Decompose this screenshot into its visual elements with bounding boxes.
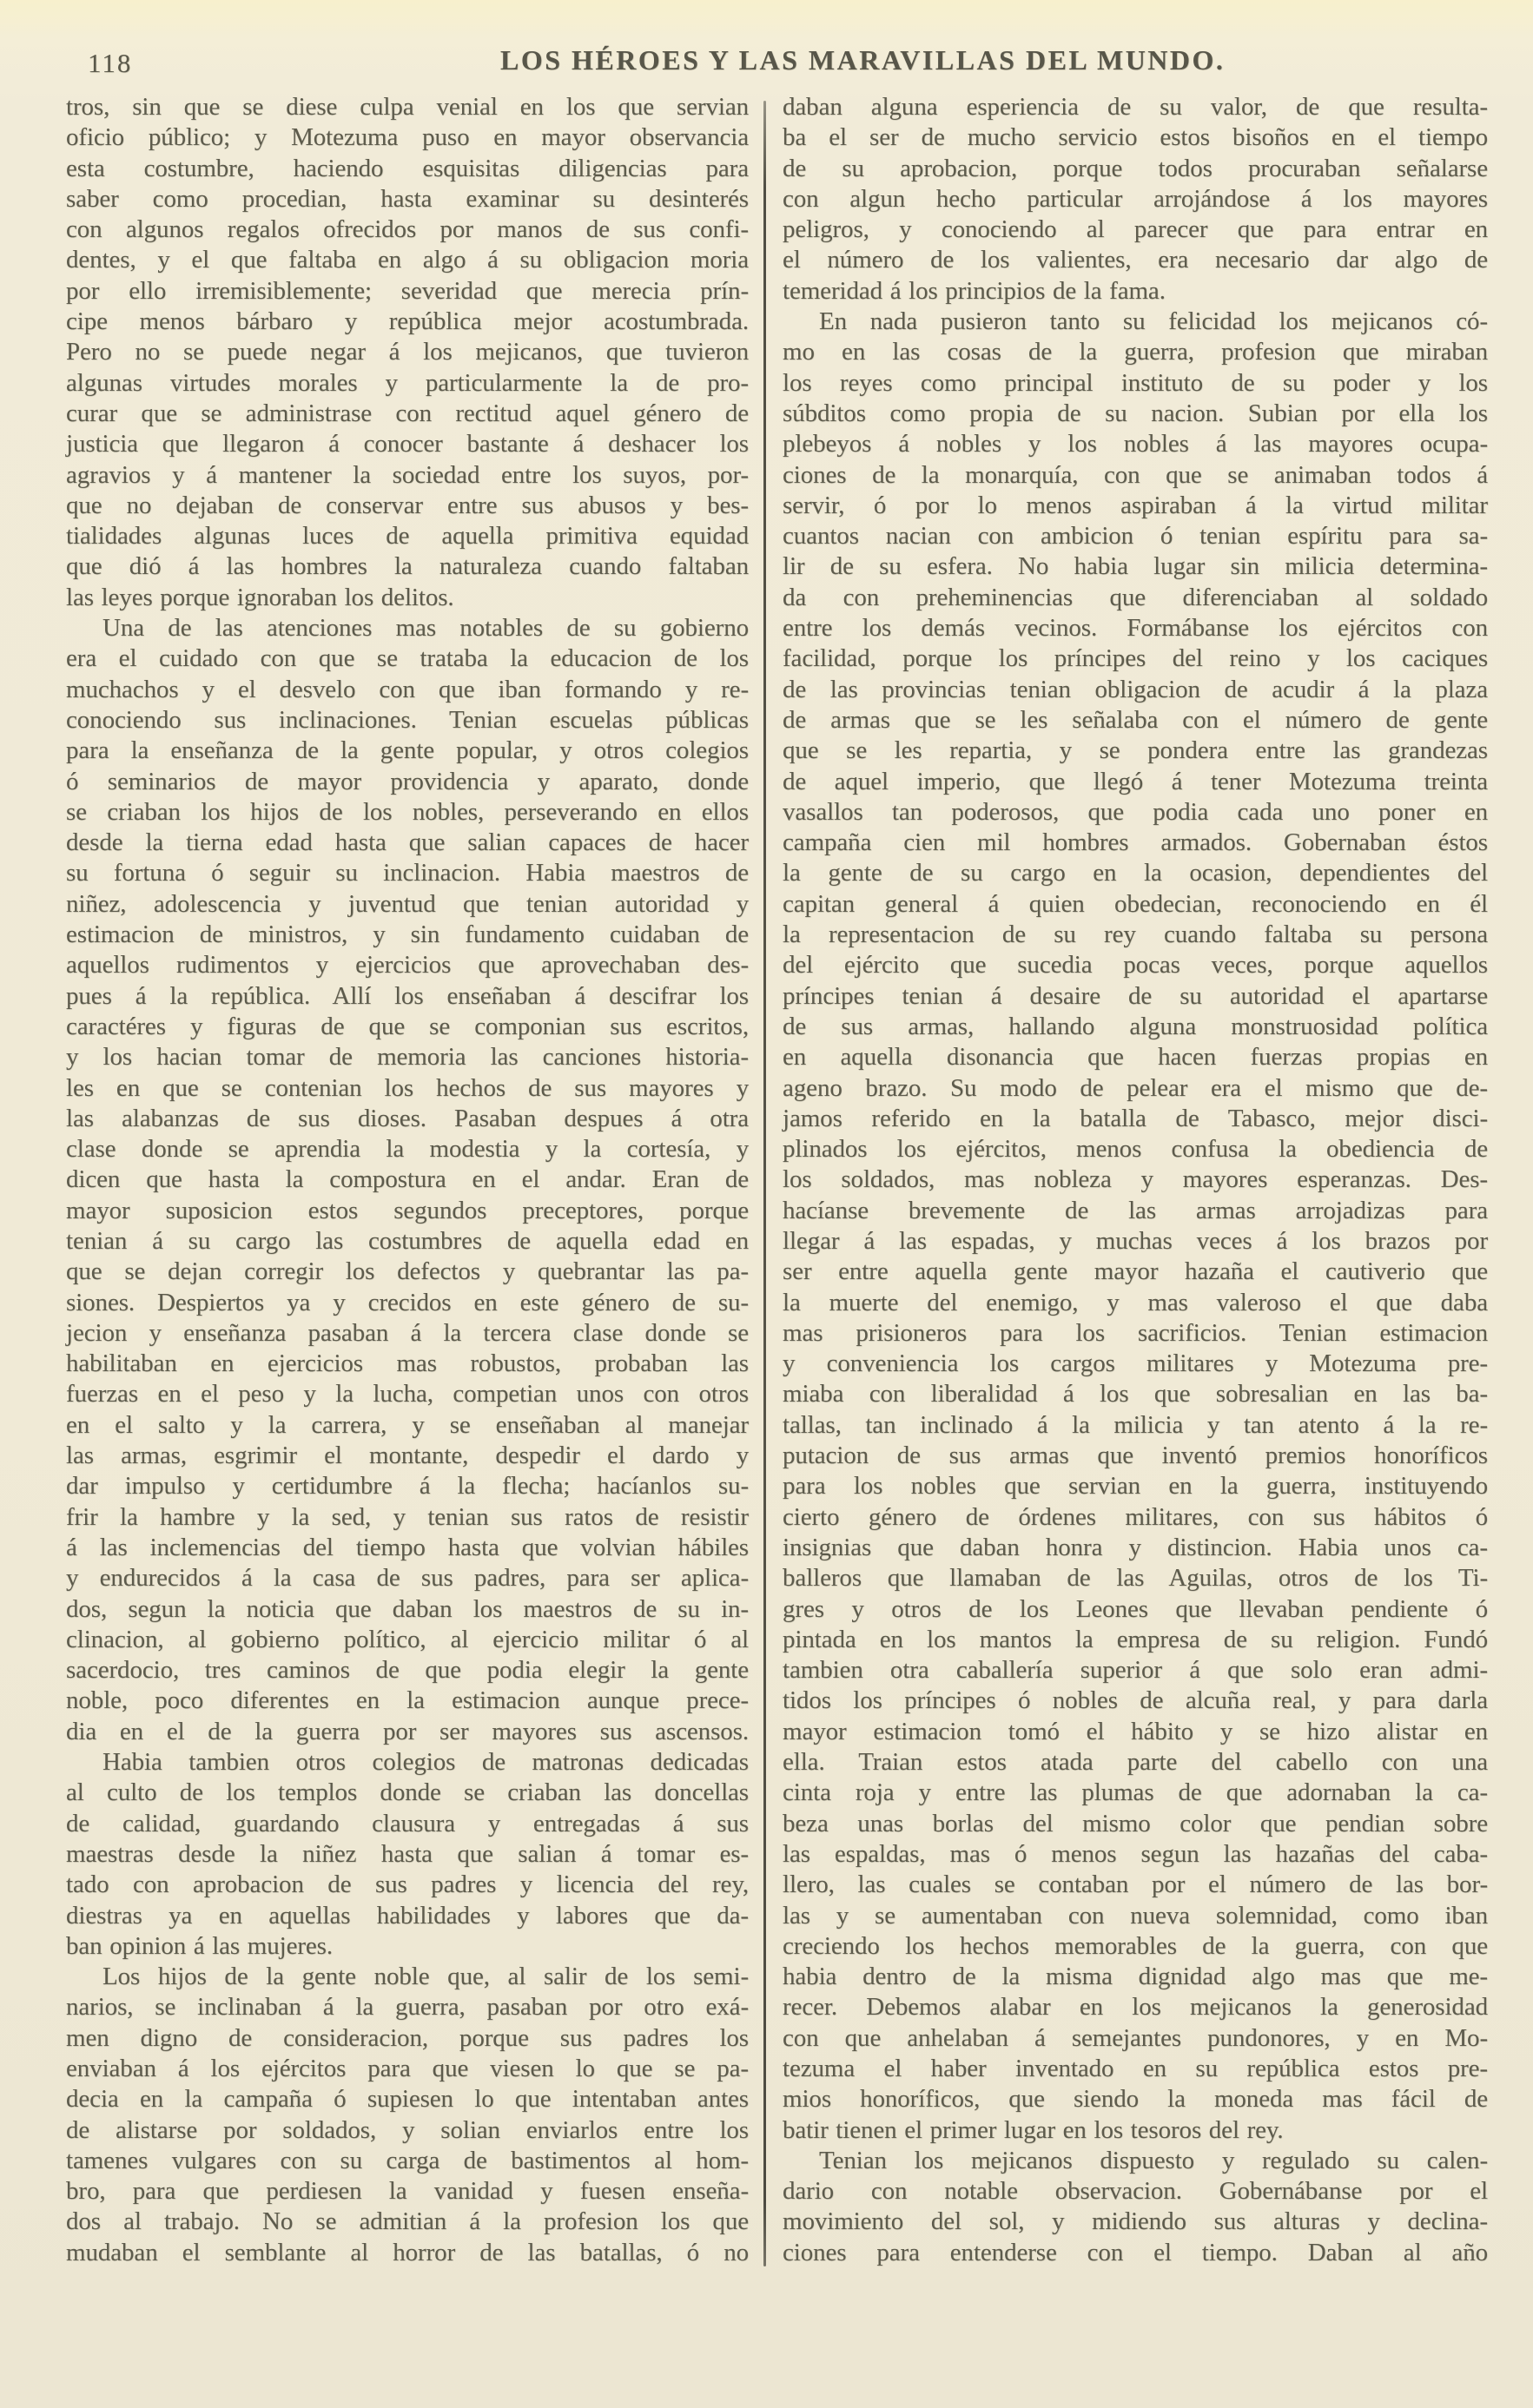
text-line: llegar á las espadas, y muchas veces á los brazos por (783, 1226, 1488, 1255)
text-line: súbditos como propia de su nacion. Subian por ella los (783, 399, 1488, 427)
text-line: cipe menos bárbaro y república mejor acostumbrada. (66, 307, 749, 336)
text-line: creciendo los hechos memorables de la guerra, con que (783, 1931, 1488, 1960)
text-line: de armas que se les señalaba con el número de gente (783, 705, 1488, 734)
text-line: da con preheminencias que diferenciaban al soldado (783, 583, 1488, 611)
text-line: mayor estimacion tomó el hábito y se hizo alistar en (783, 1717, 1488, 1745)
text-line: la gente de su cargo en la ocasion, dependientes del (783, 859, 1488, 887)
text-line: mas prisioneros para los sacrificios. Tenian estimacion (783, 1318, 1488, 1347)
text-line: peligros, y conociendo al parecer que para entrar en (783, 215, 1488, 244)
text-line: cinta roja y entre las plumas de que adornaban la ca- (783, 1778, 1488, 1807)
text-line: del ejército que sucedia pocas veces, porque aquellos (783, 951, 1488, 980)
text-line: dia en el de la guerra por ser mayores sus ascensos. (66, 1717, 749, 1745)
text-line: y los hacian tomar de memoria las canciones historia- (66, 1043, 749, 1072)
text-line: agravios y á mantener la sociedad entre los suyos, por- (66, 460, 749, 489)
text-line: cuantos nacian con ambicion ó tenian espíritu para sa- (783, 522, 1488, 551)
text-line: su fortuna ó seguir su inclinacion. Habia maestros de (66, 859, 749, 887)
text-line: gres y otros de los Leones que llevaban pendiente ó (783, 1594, 1488, 1623)
text-column-left (66, 92, 749, 2268)
text-line: narios, se inclinaban á la guerra, pasaban por otro exá- (66, 1993, 749, 2022)
text-line: para los nobles que servian en la guerra, instituyendo (783, 1472, 1488, 1501)
text-line: dicen que hasta la compostura en el andar. Eran de (66, 1165, 749, 1194)
column-divider-rule (763, 101, 766, 2266)
text-line: maestras desde la niñez hasta que salian á tomar es- (66, 1839, 749, 1868)
text-line: ban opinion á las mujeres. (66, 1931, 334, 1960)
text-line: balleros que llamaban de las Aguilas, otros de los Ti- (783, 1564, 1488, 1593)
text-line: jamos referido en la batalla de Tabasco, mejor disci- (783, 1104, 1488, 1132)
text-line: les en que se contenian los hechos de sus mayores y (66, 1073, 749, 1102)
text-line: á las inclemencias del tiempo hasta que volvian hábiles (66, 1533, 749, 1561)
text-line: decia en la campaña ó supiesen lo que intentaban antes (66, 2085, 749, 2114)
text-line: la muerte del enemigo, y mas valeroso el que daba (783, 1288, 1488, 1316)
text-line: cierto género de órdenes militares, con sus hábitos ó (783, 1502, 1488, 1531)
text-line: conociendo sus inclinaciones. Tenian escuelas públicas (66, 705, 749, 734)
text-line: era el cuidado con que se trataba la educacion de los (66, 644, 749, 673)
text-line: se criaban los hijos de los nobles, perseverando en ellos (66, 797, 749, 826)
text-line: recer. Debemos alabar en los mejicanos la generosidad (783, 1993, 1488, 2022)
text-line: niñez, adolescencia y juventud que tenian autoridad y (66, 889, 749, 918)
text-line: men digno de consideracion, porque sus padres los (66, 2023, 749, 2052)
text-line: bro, para que perdiesen la vanidad y fuesen enseña- (66, 2177, 749, 2206)
text-line: hacíanse brevemente de las armas arrojadizas para (783, 1196, 1488, 1224)
text-line: pues á la república. Allí los enseñaban á descifrar los (66, 981, 749, 1010)
text-line: tallas, tan inclinado á la milicia y tan atento á la re- (783, 1410, 1488, 1439)
text-line: que no dejaban de conservar entre sus abusos y bes- (66, 491, 749, 519)
text-line: por ello irremisiblemente; severidad que merecia prín- (66, 276, 749, 305)
text-line: la representacion de su rey cuando faltaba su persona (783, 920, 1488, 949)
text-line: putacion de sus armas que inventó premios honoríficos (783, 1442, 1488, 1470)
text-line: saber como procedian, hasta examinar su desinterés (66, 184, 749, 213)
text-line: al culto de los templos donde se criaban las doncellas (66, 1778, 749, 1807)
text-line: Habia tambien otros colegios de matronas dedicadas (102, 1748, 749, 1777)
text-line: clase donde se aprendia la modestia y la cortesía, y (66, 1135, 749, 1164)
text-line: príncipes tenian á desaire de su autoridad el apartarse (783, 981, 1488, 1010)
text-line: el número de los valientes, era necesario dar algo de (783, 246, 1488, 274)
text-line: oficio público; y Motezuma puso en mayor observancia (66, 123, 749, 152)
text-line: tidos los príncipes ó nobles de alcuña real, y para darla (783, 1686, 1488, 1715)
text-line: Tenian los mejicanos dispuesto y regulado su calen- (819, 2146, 1488, 2174)
text-line: tambien otra caballería superior á que solo eran admi- (783, 1656, 1488, 1685)
text-line: curar que se administrase con rectitud aquel género de (66, 399, 749, 427)
text-line: de sus armas, hallando alguna monstruosidad política (783, 1012, 1488, 1040)
text-line: habilitaban en ejercicios mas robustos, probaban las (66, 1349, 749, 1378)
text-line: ser entre aquella gente mayor hazaña el cautiverio que (783, 1257, 1488, 1286)
text-line: los reyes como principal instituto de su poder y los (783, 368, 1488, 397)
text-line: desde la tierna edad hasta que salian capaces de hacer (66, 828, 749, 857)
text-line: en aquella disonancia que hacen fuerzas propias en (783, 1043, 1488, 1072)
text-line: ageno brazo. Su modo de pelear era el mismo que de- (783, 1073, 1488, 1102)
text-line: temeridad á los principios de la fama. (783, 276, 1166, 305)
text-line: y endurecidos á la casa de sus padres, para ser aplica- (66, 1564, 749, 1593)
text-line: frir la hambre y la sed, y tenian sus ratos de resistir (66, 1502, 749, 1531)
text-line: tenian á su cargo las costumbres de aquella edad en (66, 1226, 749, 1255)
text-line: con que anhelaban á semejantes pundonores, y en Mo- (783, 2023, 1488, 2052)
text-line: movimiento del sol, y midiendo sus alturas y declina- (783, 2207, 1488, 2236)
text-line: lir de su esfera. No habia lugar sin milicia determina- (783, 552, 1488, 581)
text-line: ba el ser de mucho servicio estos bisoños en el tiempo (783, 123, 1488, 152)
text-line: dos al trabajo. No se admitian á la profesion los que (66, 2207, 749, 2236)
text-line: con algunos regalos ofrecidos por manos de sus confi- (66, 215, 749, 244)
text-line: plinados los ejércitos, menos confusa la obediencia de (783, 1135, 1488, 1164)
text-line: servir, ó por lo menos aspiraban á la virtud militar (783, 491, 1488, 519)
text-line: de aquel imperio, que llegó á tener Motezuma treinta (783, 767, 1488, 795)
text-line: beza unas borlas del mismo color que pendian sobre (783, 1809, 1488, 1837)
text-line: que dió á las hombres la naturaleza cuando faltaban (66, 552, 749, 581)
text-line: esta costumbre, haciendo esquisitas diligencias para (66, 154, 749, 182)
text-line: tamenes vulgares con su carga de bastimentos al hom- (66, 2146, 749, 2174)
text-line: los soldados, mas nobleza y mayores esperanzas. Des- (783, 1165, 1488, 1194)
text-line: noble, poco diferentes en la estimacion aunque prece- (66, 1686, 749, 1715)
text-line: clinacion, al gobierno político, al ejercicio militar ó al (66, 1625, 749, 1653)
text-line: tado con aprobacion de sus padres y licencia del rey, (66, 1870, 749, 1899)
text-line: ella. Traian estos atada parte del cabello con una (783, 1748, 1488, 1777)
text-line: para la enseñanza de la gente popular, y otros colegios (66, 736, 749, 765)
text-line: justicia que llegaron á conocer bastante á deshacer los (66, 430, 749, 459)
text-line: ciones para entenderse con el tiempo. Daban al año (783, 2238, 1488, 2266)
text-line: de su aprobacion, porque todos procuraban señalarse (783, 154, 1488, 182)
text-line: llero, las cuales se contaban por el número de las bor- (783, 1870, 1488, 1899)
text-line: jecion y enseñanza pasaban á la tercera clase donde se (66, 1318, 749, 1347)
text-line: las armas, esgrimir el montante, despedir el dardo y (66, 1442, 749, 1470)
text-line: de calidad, guardando clausura y entregadas á sus (66, 1809, 749, 1837)
text-line: insignias que daban honra y distincion. Habia unos ca- (783, 1533, 1488, 1561)
page-number: 118 (88, 48, 133, 78)
text-line: ciones de la monarquía, con que se animaban todos á (783, 460, 1488, 489)
text-line: mayor suposicion estos segundos preceptores, porque (66, 1196, 749, 1224)
text-line: entre los demás vecinos. Formábanse los ejércitos con (783, 614, 1488, 643)
text-line: mo en las cosas de la guerra, profesion que miraban (783, 338, 1488, 366)
text-column-right (783, 92, 1488, 2268)
text-line: estimacion de ministros, y sin fundamento cuidaban de (66, 920, 749, 949)
text-line: diestras ya en aquellas habilidades y labores que da- (66, 1901, 749, 1930)
text-line: vasallos tan poderosos, que podia cada uno poner en (783, 797, 1488, 826)
page-top-edge (0, 0, 1533, 40)
text-line: ó seminarios de mayor providencia y aparato, donde (66, 767, 749, 795)
text-line: dentes, y el que faltaba en algo á su obligacion moria (66, 246, 749, 274)
text-line: dar impulso y certidumbre á la flecha; hacíanlos su- (66, 1472, 749, 1501)
text-line: campaña cien mil hombres armados. Gobernaban éstos (783, 828, 1488, 857)
text-line: siones. Despiertos ya y crecidos en este género de su- (66, 1288, 749, 1316)
text-line: En nada pusieron tanto su felicidad los mejicanos có- (819, 307, 1488, 336)
text-line: muchachos y el desvelo con que iban formando y re- (66, 675, 749, 703)
text-line: con algun hecho particular arrojándose á los mayores (783, 184, 1488, 213)
text-line: aquellos rudimentos y ejercicios que aprovechaban des- (66, 951, 749, 980)
text-line: miaba con liberalidad á los que sobresalian en las ba- (783, 1380, 1488, 1409)
text-line: plebeyos á nobles y los nobles á las mayores ocupa- (783, 430, 1488, 459)
text-line: que se dejan corregir los defectos y quebrantar las pa- (66, 1257, 749, 1286)
text-line: batir tienen el primer lugar en los tesoros del rey. (783, 2115, 1284, 2144)
text-line: mudaban el semblante al horror de las batallas, ó no (66, 2238, 749, 2266)
text-line: Pero no se puede negar á los mejicanos, que tuvieron (66, 338, 749, 366)
text-line: de las provincias tenian obligacion de acudir á la plaza (783, 675, 1488, 703)
text-line: mios honoríficos, que siendo la moneda mas fácil de (783, 2085, 1488, 2114)
text-line: daban alguna esperiencia de su valor, de que resulta- (783, 93, 1488, 121)
text-line: tialidades algunas luces de aquella primitiva equidad (66, 522, 749, 551)
text-line: las leyes porque ignoraban los delitos. (66, 583, 454, 611)
text-line: enviaban á los ejércitos para que viesen lo que se pa- (66, 2055, 749, 2082)
text-line: que se les repartia, y se pondera entre las grandezas (783, 736, 1488, 765)
text-line: tezuma el haber inventado en su república estos pre- (783, 2055, 1488, 2082)
text-line: algunas virtudes morales y particularmente la de pro- (66, 368, 749, 397)
text-line: fuerzas en el peso y la lucha, competian unos con otros (66, 1380, 749, 1409)
text-line: y conveniencia los cargos militares y Motezuma pre- (783, 1349, 1488, 1378)
text-line: dos, segun la noticia que daban los maestros de su in- (66, 1594, 749, 1623)
text-line: pintada en los mantos la empresa de su religion. Fundó (783, 1625, 1488, 1653)
text-line: tros, sin que se diese culpa venial en los que servian (66, 93, 749, 121)
text-line: Los hijos de la gente noble que, al salir de los semi- (102, 1963, 749, 1991)
text-line: las y se aumentaban con nueva solemnidad, como iban (783, 1901, 1488, 1930)
text-line: dario con notable observacion. Gobernábanse por el (783, 2177, 1488, 2206)
text-line: de alistarse por soldados, y solian enviarlos entre los (66, 2115, 749, 2144)
text-line: caractéres y figuras de que se componian sus escritos, (66, 1012, 749, 1040)
text-line: Una de las atenciones mas notables de su gobierno (102, 614, 749, 643)
text-line: facilidad, porque los príncipes del reino y los caciques (783, 644, 1488, 673)
text-line: habia dentro de la misma dignidad algo mas que me- (783, 1963, 1488, 1991)
text-line: capitan general á quien obedecian, reconociendo en él (783, 889, 1488, 918)
running-header: LOS HÉROES Y LAS MARAVILLAS DEL MUNDO. (500, 44, 1226, 76)
text-line: en el salto y la carrera, y se enseñaban al manejar (66, 1410, 749, 1439)
text-line: las alabanzas de sus dioses. Pasaban despues á otra (66, 1104, 749, 1132)
text-line: sacerdocio, tres caminos de que podia elegir la gente (66, 1656, 749, 1685)
text-line: las espaldas, mas ó menos segun las hazañas del caba- (783, 1839, 1488, 1868)
